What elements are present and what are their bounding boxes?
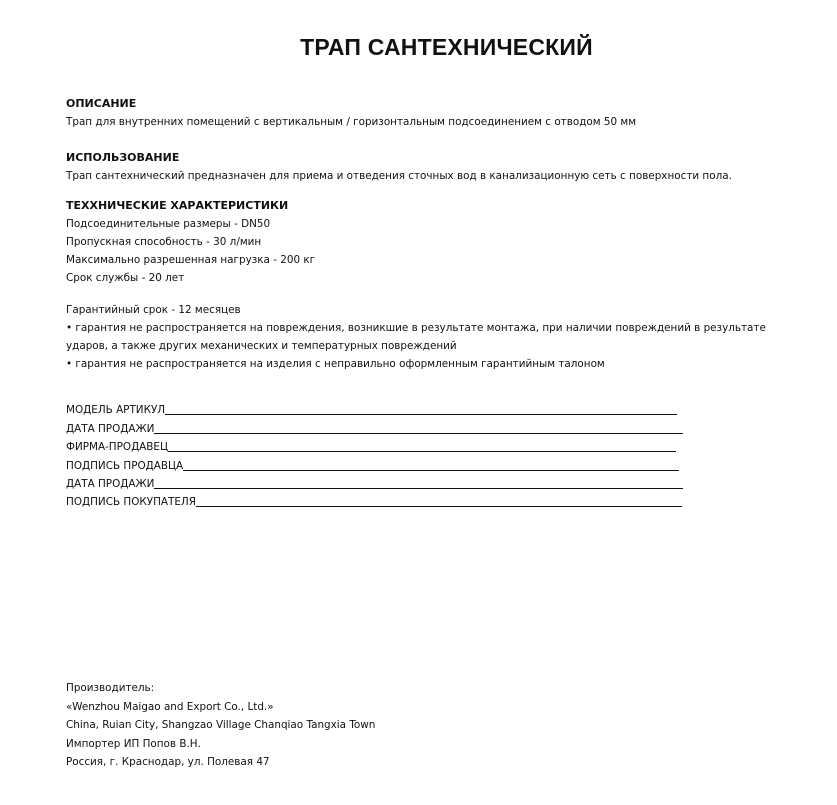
spec-service-life: Срок службы - 20 лет: [66, 272, 185, 284]
warranty-note-damage: • гарантия не распространяется на повреждения, возникшие в результате монтажа, при наличии повреждений в результате: [66, 322, 766, 334]
description-text: Трап для внутренних помещений с вертикальным / горизонтальным подсоединением с отводом 50 мм: [66, 116, 637, 128]
sale-date-field[interactable]: [154, 432, 683, 434]
spec-connection-size: Подсоединительные размеры - DN50: [66, 218, 271, 230]
description-section: [66, 95, 806, 131]
manufacturer-block: [66, 679, 666, 772]
form-label-seller-signature: ПОДПИСЬ ПРОДАВЦА: [66, 459, 184, 472]
warranty-note-coupon: • гарантия не распространяется на изделия с неправильно оформленным гарантийным талоном: [66, 358, 605, 370]
form-row-seller-firm: [66, 437, 706, 455]
model-field[interactable]: [165, 413, 677, 415]
form-row-sale-date: [66, 418, 706, 436]
warranty-note-damage-cont: ударов, а также других механических и температурных повреждений: [66, 340, 457, 352]
sale-date-2-field[interactable]: [154, 487, 683, 489]
seller-firm-field[interactable]: [168, 450, 676, 452]
usage-section: [66, 149, 806, 185]
form-row-model: [66, 400, 706, 418]
form-label-sale-date: ДАТА ПРОДАЖИ: [66, 422, 155, 435]
page-title: ТРАП САНТЕХНИЧЕСКИЙ: [300, 34, 593, 60]
form-label-buyer-signature: ПОДПИСЬ ПОКУПАТЕЛЯ: [66, 496, 196, 509]
document-body: [66, 95, 806, 373]
manufacturer-company: «Wenzhou Maigao and Export Co., Ltd.»: [66, 700, 274, 713]
form-label-seller-firm: ФИРМА-ПРОДАВЕЦ: [66, 441, 169, 454]
specs-heading: ТЕХХНИЧЕСКИЕ ХАРАКТЕРИСТИКИ: [66, 199, 289, 212]
importer-address: Россия, г. Краснодар, ул. Полевая 47: [66, 756, 270, 768]
buyer-signature-field[interactable]: [196, 505, 682, 507]
usage-heading: ИСПОЛЬЗОВАНИЕ: [66, 151, 180, 164]
warranty-form: [66, 400, 706, 510]
manufacturer-address: China, Ruian City, Shangzao Village Chanqiao Tangxia Town: [66, 719, 376, 731]
specs-section: [66, 197, 806, 287]
warranty-section: [66, 301, 806, 373]
form-row-seller-signature: [66, 455, 706, 473]
seller-signature-field[interactable]: [183, 469, 679, 471]
warranty-term: Гарантийный срок - 12 месяцев: [66, 304, 241, 316]
importer-name: Импортер ИП Попов В.Н.: [66, 737, 201, 750]
form-row-sale-date-2: [66, 474, 706, 492]
spec-max-load: Максимально разрешенная нагрузка - 200 кг: [66, 254, 316, 266]
spec-throughput: Пропускная способность - 30 л/мин: [66, 236, 262, 248]
form-label-model: МОДЕЛЬ АРТИКУЛ: [66, 404, 166, 417]
manufacturer-label: Производитель:: [66, 682, 155, 694]
usage-text: Трап сантехнический предназначен для приема и отведения сточных вод в канализационную сеть с поверхности пола.: [66, 170, 732, 182]
description-heading: ОПИСАНИЕ: [66, 97, 137, 110]
form-label-sale-date-2: ДАТА ПРОДАЖИ: [66, 477, 155, 490]
form-row-buyer-signature: [66, 492, 706, 510]
